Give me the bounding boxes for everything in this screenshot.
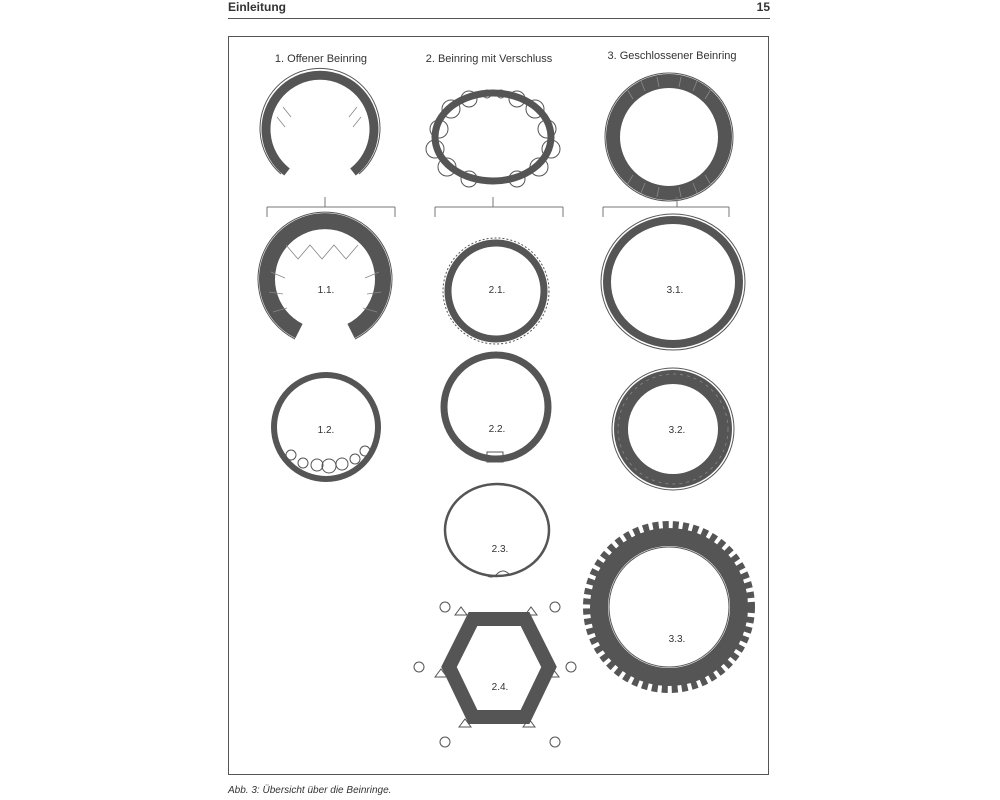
- label-2-4: 2.4.: [491, 682, 509, 693]
- label-1-1: 1.1.: [317, 285, 335, 296]
- ring-2-4: [414, 602, 576, 747]
- ring-2-1: [443, 238, 549, 344]
- heading-ring-with-clasp: 2. Beinring mit Verschluss: [425, 53, 553, 65]
- ring-2-prototype: [426, 90, 560, 187]
- label-2-1: 2.1.: [488, 285, 506, 296]
- section-title: Einleitung: [228, 0, 286, 14]
- ring-3-1: [601, 214, 745, 350]
- heading-closed-ring: 3. Geschlossener Beinring: [607, 50, 737, 62]
- label-3-2: 3.2.: [668, 425, 686, 436]
- label-1-2: 1.2.: [317, 425, 335, 436]
- ring-1-prototype: [260, 68, 380, 174]
- ring-1-1: [258, 212, 392, 339]
- label-2-3: 2.3.: [491, 544, 509, 555]
- label-2-2: 2.2.: [488, 424, 506, 435]
- ring-3-2: [612, 368, 734, 490]
- page-number: 15: [756, 0, 770, 14]
- ring-1-2: [274, 375, 378, 479]
- ring-overview-illustration: [229, 37, 770, 776]
- figure-caption: Abb. 3: Übersicht über die Beinringe.: [228, 785, 392, 796]
- label-3-3: 3.3.: [668, 634, 686, 645]
- ring-3-prototype: [605, 73, 733, 201]
- ring-2-2: [444, 355, 548, 462]
- ring-3-3: [587, 525, 751, 689]
- bracket-2: [435, 197, 563, 217]
- heading-open-ring: 1. Offener Beinring: [274, 53, 368, 65]
- figure-frame: [228, 36, 769, 775]
- running-header: [228, 0, 770, 19]
- ring-2-3: [445, 484, 549, 577]
- label-3-1: 3.1.: [666, 285, 684, 296]
